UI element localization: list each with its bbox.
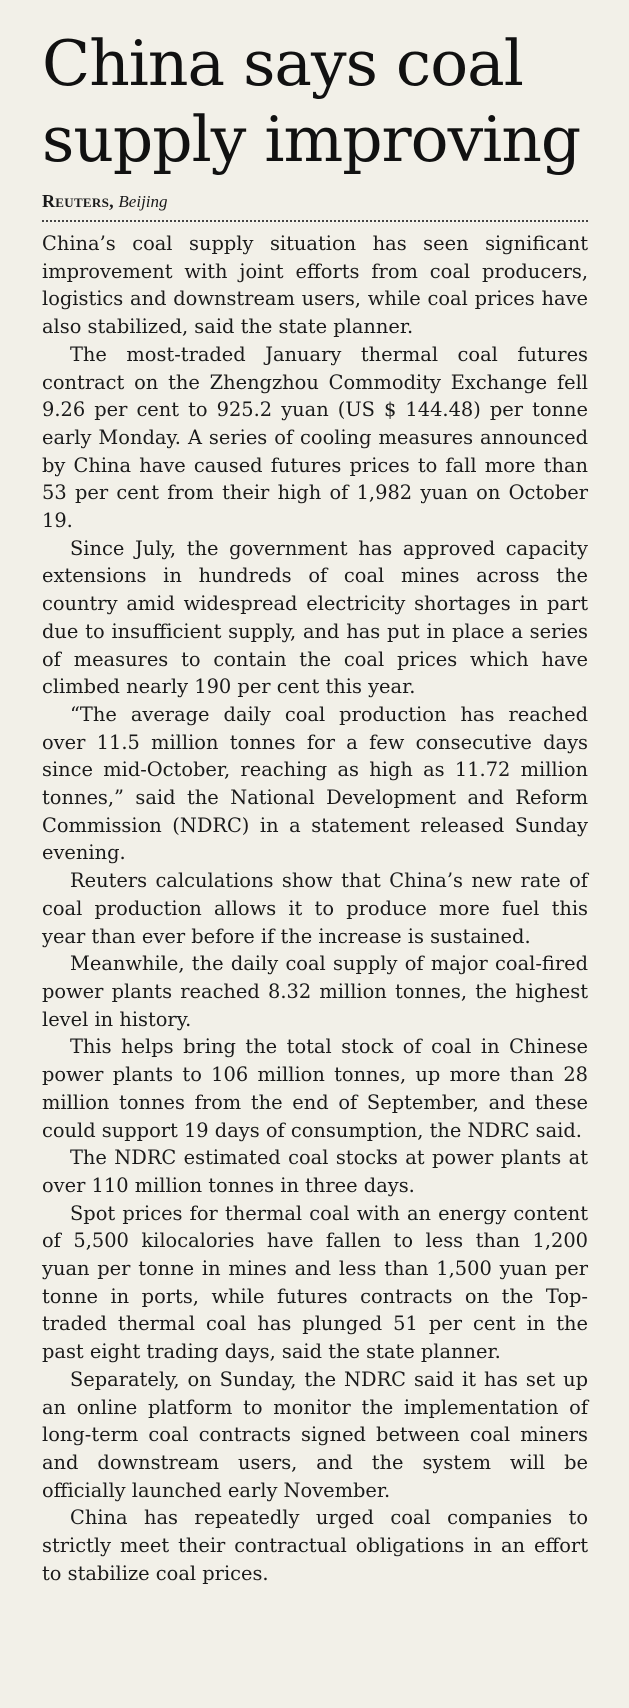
paragraph: “The average daily coal production has reached over 11.5 million tonnes for a few consecutive days since mid-October, reaching as high as 11.72 million tonnes,” said the National Development and Reform Commission (NDRC) in a statement released Sunday evening. (42, 702, 588, 865)
article-body (42, 230, 588, 1587)
paragraph: Meanwhile, the daily coal supply of major coal-fired power plants reached 8.32 million tonnes, the highest level in history. (42, 952, 588, 1031)
paragraph: Spot prices for thermal coal with an energy content of 5,500 kilocalories have fallen to less than 1,200 yuan per tonne in mines and less than 1,500 yuan per tonne in ports, while futures contracts on the Top-traded thermal coal has plunged 51 per cent in the past eight trading days, said the state planner. (42, 1201, 588, 1364)
paragraph: The NDRC estimated coal stocks at power plants at over 110 million tonnes in three days. (42, 1146, 588, 1197)
news-article (42, 26, 588, 1587)
paragraph: Separately, on Sunday, the NDRC said it has set up an online platform to monitor the implementation of long-term coal contracts signed between coal miners and downstream users, and the system will be officially launched early November. (42, 1367, 588, 1502)
paragraph: This helps bring the total stock of coal in Chinese power plants to 106 million tonnes, up more than 28 million tonnes from the end of September, and these could support 19 days of consumption, the NDRC said. (42, 1035, 588, 1142)
byline-agency: Reuters, (42, 191, 114, 211)
paragraph: Reuters calculations show that China’s new rate of coal production allows it to produce more fuel this year than ever before if the increase is sustained. (42, 869, 588, 948)
paragraph: Since July, the government has approved capacity extensions in hundreds of coal mines across the country amid widespread electricity shortages in part due to insufficient supply, and has put in place a series of measures to contain the coal prices which have climbed nearly 190 per cent this year. (42, 536, 588, 699)
paragraph: China has repeatedly urged coal companies to strictly meet their contractual obligations in an effort to stabilize coal prices. (42, 1506, 588, 1585)
paragraph: The most-traded January thermal coal futures contract on the Zhengzhou Commodity Exchange fell 9.26 per cent to 925.2 yuan (US $ 144.48) per tonne early Monday. A series of cooling measures announced by China have caused futures prices to fall more than 53 per cent from their high of 1,982 yuan on October 19. (42, 342, 588, 533)
byline-location: Beijing (118, 192, 168, 211)
byline (42, 190, 588, 213)
headline: China says coal supply improving (42, 27, 581, 176)
dotted-divider (42, 220, 588, 222)
paragraph: China’s coal supply situation has seen significant improvement with joint efforts from coal producers, logistics and downstream users, while coal prices have also stabilized, said the state planner. (42, 232, 588, 339)
